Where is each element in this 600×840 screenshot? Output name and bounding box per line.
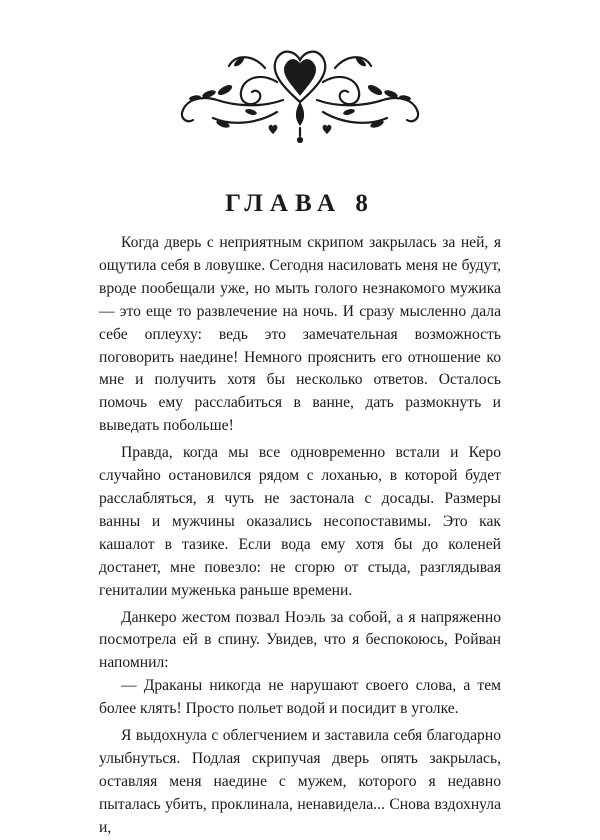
decorative-ornament xyxy=(165,42,435,152)
chapter-title: ГЛАВА 8 xyxy=(225,190,375,217)
paragraph-1: Когда дверь с неприятным скрипом закрылась за ней, я ощутила себя в ловушке. Сегодня насиловать меня не будут, вроде пообещали уже, но мыть голого незнакомого мужика — это еще то развлечение на ночь. И сразу мысленно дала себе оплеуху: ведь это замечательная возможность поговорить наедине! Немного прояснить его отношение ко мне и получить хотя бы несколько ответов. Осталось помочь ему расслабиться в ванне, дать размокнуть и выведать побольше! xyxy=(99,234,501,435)
paragraph-4: — Драканы никогда не нарушают своего слова, а тем более клять! Просто польет водой и посидит в уголке. xyxy=(99,677,501,718)
chapter-body xyxy=(99,232,501,840)
paragraph-5: Я выдохнула с облегчением и заставила себя благодарно улыбнуться. Подлая скрипучая дверь опять закрылась, оставляя меня наедине с мужем, которого я недавно пыталась убить, проклинала, ненавидела... Снова вздохнула и, xyxy=(99,727,501,836)
paragraph-2: Правда, когда мы все одновременно встали и Керо случайно остановился рядом с лоханью, в которой будет расслабляться, я чуть не застонала с досады. Размеры ванны и мужчины оказались несопоставимы. Это как кашалот в тазике. Если вода ему хотя бы до коленей достанет, мне повезло: не сгорю от стыда, разглядывая гениталии муженька раньше времени. xyxy=(99,444,501,599)
paragraph-3: Данкеро жестом позвал Ноэль за собой, а я напряженно посмотрела ей в спину. Увидев, что я беспокоюсь, Ройван напомнил: xyxy=(99,608,501,672)
